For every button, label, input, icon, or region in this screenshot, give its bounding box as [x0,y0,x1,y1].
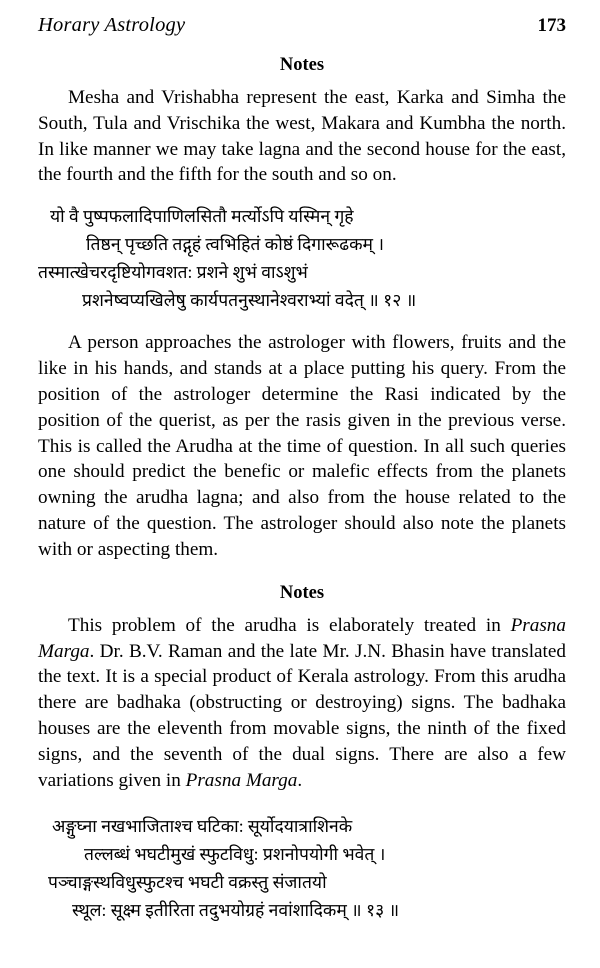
sanskrit-verse-12 [38,202,566,314]
notes-heading-2: Notes [279,582,325,603]
notes2-part1: This problem of the arudha is elaborately treated in [68,614,511,636]
notes-heading-1: Notes [279,55,325,75]
sanskrit-verse-13 [38,812,566,924]
notes2-part3: . [297,769,303,791]
verse-line: स्थूल: सूक्ष्म इतीरिता तदुभयोग्रहं नवांशादिकम् ॥ १३ ॥ [72,899,400,920]
notes-paragraph-1: Mesha and Vrishabha represent the east, Karka and Simha the South, Tula and Vrischika the west, Makara and Kumbha the north. In like manner we may take lagna and the second house for the east, the fourth and the fifth for the south and so on. [38,87,566,186]
verse-line: पञ्चाङ्गस्थविधुस्फुटश्च भघटी वक्रस्तु संजातयो [48,871,327,892]
verse-line: तस्मात्खेचरदृष्टियोगवशत: प्रशने शुभं वाऽशुभं [38,262,308,283]
verse-line: प्रशनेष्वप्यखिलेषु कार्यपतनुस्थानेश्वराभ्यां वदेत् ॥ १२ ॥ [82,290,417,311]
commentary-paragraph: A person approaches the astrologer with flowers, fruits and the like in his hands, and stands at a place putting his query. From the position of the astrologer determine the Rasi indicated by the position of the querist, as per the rasis given in the previous verse. This is called the Arudha at the time of question. In all such queries one should predict the benefic or malefic effects from the planets owning the arudha lagna; and also from the house related to the nature of the question. The astrologer should also note the planets with or aspecting them. [38,332,566,560]
spacer [38,569,566,579]
verse-line: अङ्गुघ्ना नखभाजिताश्च घटिका: सूर्योदयात्राशिनके [52,815,353,836]
notes2-italic1: Prasna Marga [38,614,566,662]
verse-line: तल्लब्धं भघटीमुखं स्फुटविधु: प्रशनोपयोगी भवेत् । [84,843,386,864]
page-header [38,14,566,37]
notes2-part2: . Dr. B.V. Raman and the late Mr. J.N. Bhasin have translated the text. It is a special product of Kerala astrology. From this arudha there are badhaka (obstructing or destroying) signs. The badhaka houses are the eleventh from movable signs, the ninth of the fixed signs, and the seventh of the dual signs. There are also a few variations given in [38,640,566,791]
book-title: Horary Astrology [38,14,186,36]
verse-line: यो वै पुष्पफलादिपाणिलसितौ मर्त्योऽपि यस्मिन् गृहे [50,206,354,227]
page-number: 173 [537,15,566,36]
verse-line: तिष्ठन् पृच्छति तद्गृहं त्वभिहितं कोष्ठं दिगारूढकम् । [86,234,385,255]
notes2-italic2: Prasna Marga [185,769,298,791]
notes-paragraph-2 [38,613,566,794]
